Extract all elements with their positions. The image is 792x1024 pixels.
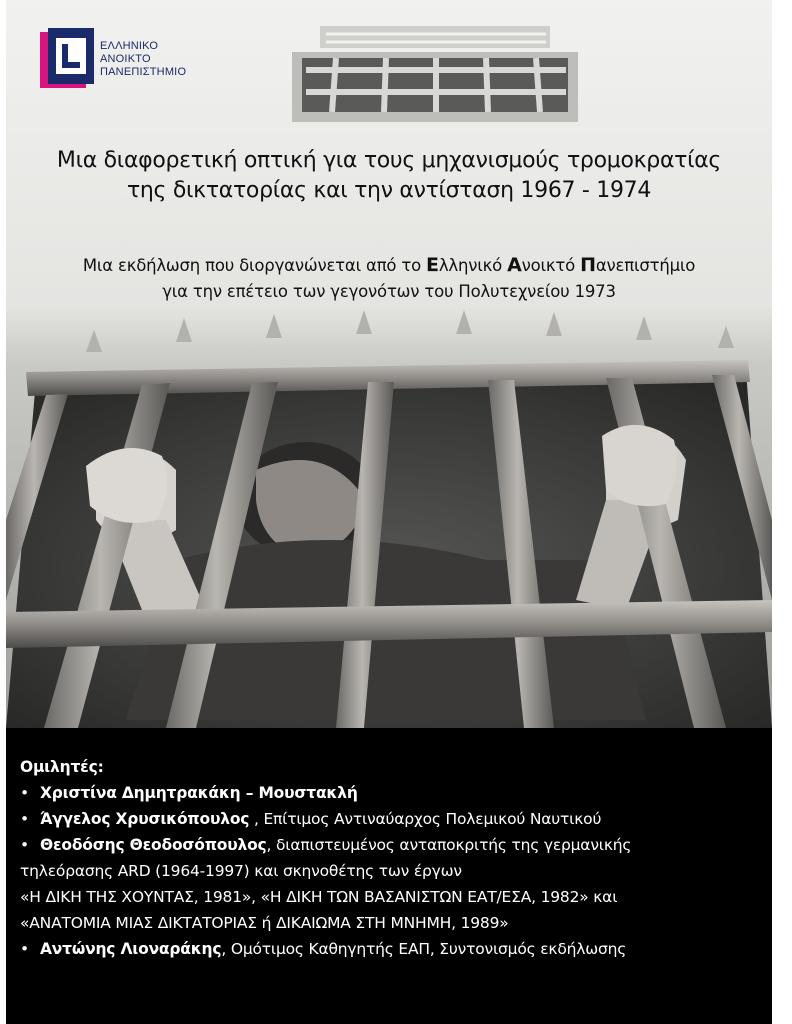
speaker-1-name: Χριστίνα Δημητρακάκη – Μουστακλή [40, 784, 358, 802]
speaker-3-desc-line-3: «Η ΔΙΚΗ ΤΗΣ ΧΟΥΝΤΑΣ, 1981», «Η ΔΙΚΗ ΤΩΝ ΒΑΣΑΝΙΣΤΩΝ ΕΑΤ/ΕΣΑ, 1982» και [20, 888, 618, 906]
event-subtitle-line-1 [6, 252, 772, 279]
logo-line-1: ΕΛΛΗΝΙΚΟ [100, 40, 159, 52]
org-word-2: νοικτό [521, 256, 581, 275]
speaker-2-name: Άγγελος Χρυσικόπουλος [40, 810, 250, 828]
event-title-line-1: Μια διαφορετική οπτική για τους μηχανισμούς τρομοκρατίας [56, 148, 722, 173]
speakers-section [20, 754, 768, 962]
event-poster [6, 0, 772, 1024]
logo-line-3: ΠΑΝΕΠΙΣΤΗΜΙΟ [100, 66, 187, 78]
speaker-3-name: Θεοδόσης Θεοδοσόπουλος [40, 836, 267, 854]
logo-line-2: ΑΝΟΙΚΤΟ [100, 53, 151, 65]
university-logo[interactable] [40, 28, 210, 98]
org-initial-e: Ε [426, 254, 439, 276]
speaker-2-desc: , Επίτιμος Αντιναύαρχος Πολεμικού Ναυτικού [249, 810, 602, 828]
university-logo-text [100, 40, 186, 79]
left-hand [86, 448, 167, 523]
subtitle-prefix: Μια εκδήλωση που διοργανώνεται από το [82, 256, 427, 275]
upper-window [292, 26, 578, 122]
bullet: • [20, 836, 29, 854]
event-title-line-2: της δικτατορίας και την αντίσταση 1967 - 1974 [126, 178, 652, 203]
university-logo-mark [40, 28, 98, 92]
org-initial-a: Α [507, 254, 522, 276]
speaker-3-desc: , διαπιστευμένος ανταποκριτής της γερμανικής [266, 836, 632, 854]
right-hand [602, 425, 677, 506]
speaker-item-3 [20, 832, 768, 858]
speakers-header: Ομιλητές: [20, 758, 104, 776]
speaker-item-4 [20, 936, 768, 962]
event-title [6, 146, 772, 206]
bullet: • [20, 810, 29, 828]
bullet: • [20, 940, 29, 958]
speaker-4-desc: , Ομότιμος Καθηγητής ΕΑΠ, Συντονισμός εκδήλωσης [221, 940, 627, 958]
speaker-3-desc-line-4: «ΑΝΑΤΟΜΙΑ ΜΙΑΣ ΔΙΚΤΑΤΟΡΙΑΣ ή ΔΙΚΑΙΩΜΑ ΣΤΗ ΜΝΗΜΗ, 1989» [20, 914, 509, 932]
org-initial-p: Π [580, 254, 596, 276]
org-word-3: ανεπιστήμιο [595, 256, 696, 275]
speaker-4-name: Αντώνης Λιοναράκης [40, 940, 222, 958]
event-subtitle [6, 252, 772, 305]
speaker-3-desc-line-2: τηλεόρασης ARD (1964-1997) και σκηνοθέτης των έργων [20, 862, 462, 880]
bullet: • [20, 784, 29, 802]
speaker-item-1 [20, 780, 768, 806]
speaker-item-2 [20, 806, 768, 832]
org-word-1: λληνικό [438, 256, 508, 275]
event-subtitle-line-2: για την επέτειο των γεγονότων του Πολυτεχνείου 1973 [162, 282, 616, 301]
prison-window-photo [6, 0, 772, 728]
photo-illustration [6, 0, 772, 728]
